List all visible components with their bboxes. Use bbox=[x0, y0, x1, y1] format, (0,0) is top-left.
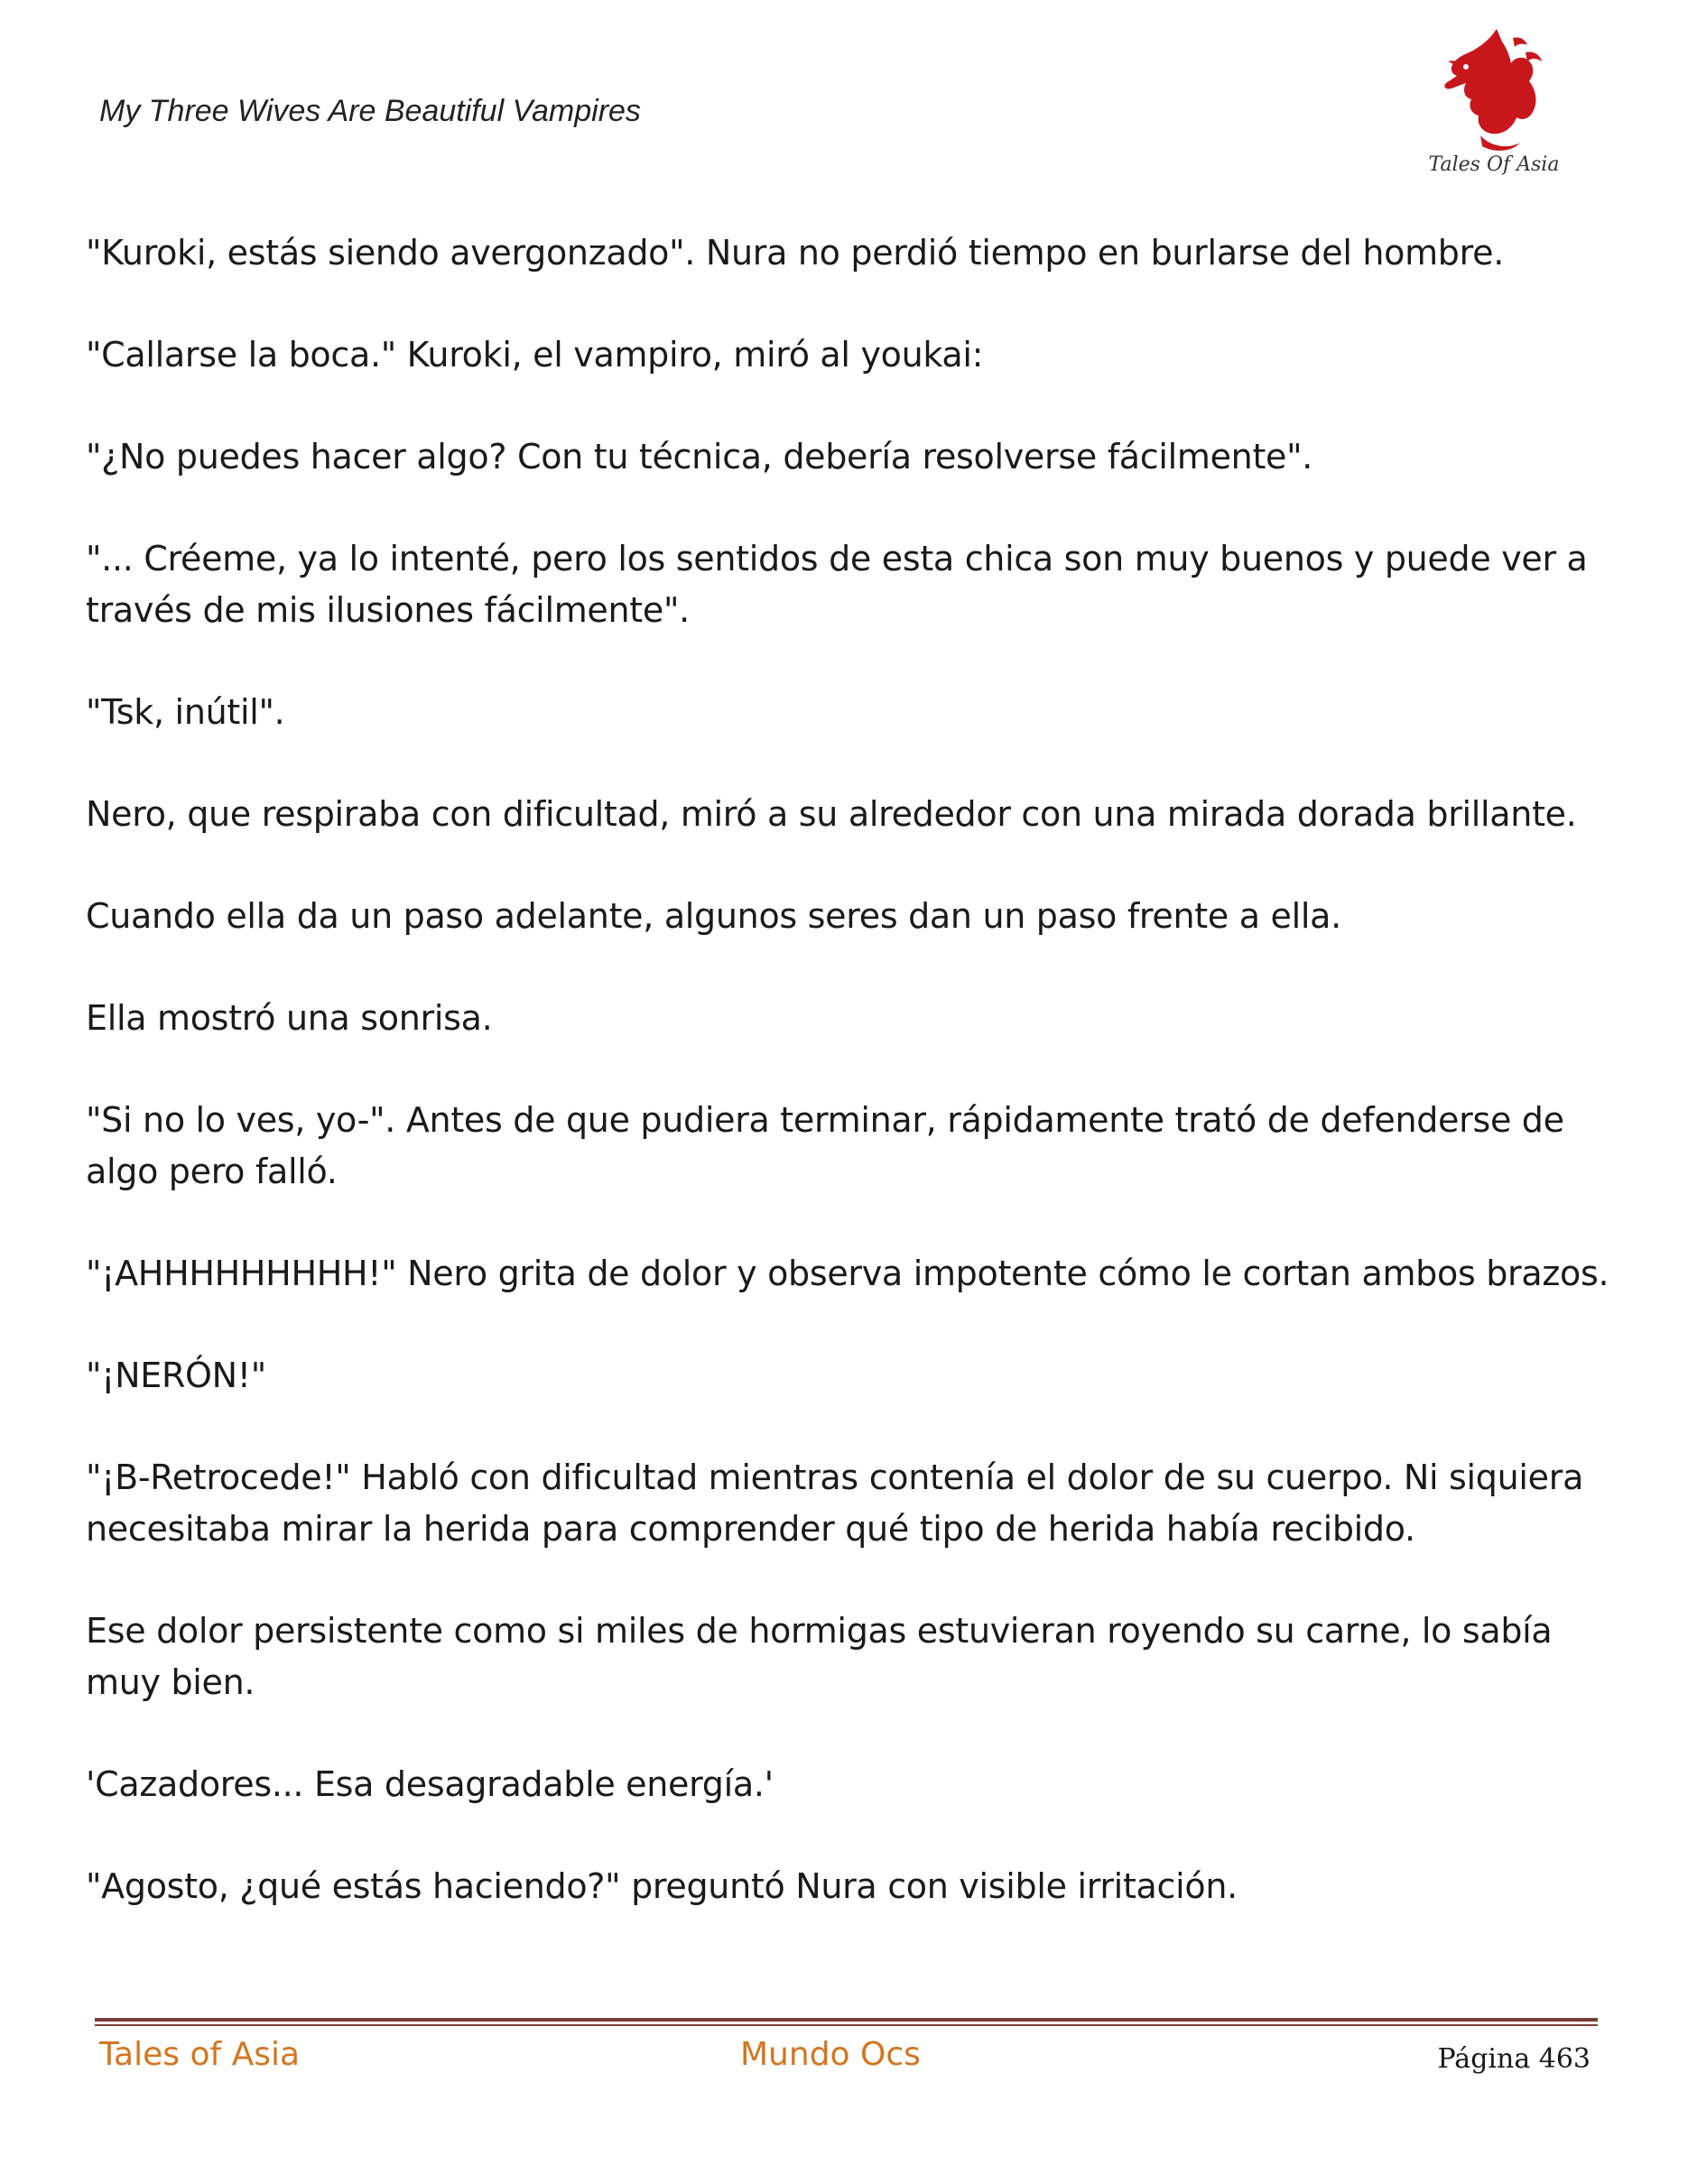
book-title: My Three Wives Are Beautiful Vampires bbox=[99, 94, 641, 128]
paragraph: "¡AHHHHHHHHH!" Nero grita de dolor y observa impotente cómo le cortan ambos brazos. bbox=[86, 1254, 1609, 1293]
paragraph: "... Créeme, ya lo intenté, pero los sentidos de esta chica son muy buenos y puede ver a través de mis ilusiones fácilmente". bbox=[86, 539, 1588, 630]
paragraph: "¡NERÓN!" bbox=[86, 1356, 266, 1395]
paragraph: Cuando ella da un paso adelante, algunos seres dan un paso frente a ella. bbox=[86, 896, 1341, 936]
footer-divider-thin bbox=[95, 2024, 1598, 2026]
paragraph: "Callarse la boca." Kuroki, el vampiro, miró al youkai: bbox=[86, 335, 984, 375]
paragraph: Ese dolor persistente como si miles de hormigas estuvieran royendo su carne, lo sabía muy bien. bbox=[86, 1611, 1553, 1702]
paragraph: "¡B-Retrocede!" Habló con dificultad mientras contenía el dolor de su cuerpo. Ni siquiera necesitaba mirar la herida para comprender qué tipo de herida había recibido. bbox=[86, 1458, 1584, 1549]
paragraph: "Kuroki, estás siendo avergonzado". Nura no perdió tiempo en burlarse del hombre. bbox=[86, 233, 1504, 273]
chapter-body bbox=[86, 227, 1620, 1963]
red-dragon-icon bbox=[1426, 20, 1562, 155]
footer-divider bbox=[95, 2018, 1598, 2022]
footer-section-name: Mundo Ocs bbox=[740, 2036, 921, 2073]
paragraph: "Tsk, inútil". bbox=[86, 692, 285, 732]
paragraph: "Agosto, ¿qué estás haciendo?" preguntó Nura con visible irritación. bbox=[86, 1866, 1238, 1906]
page-number: Página 463 bbox=[1437, 2043, 1591, 2075]
logo-text: Tales Of Asia bbox=[1428, 153, 1560, 176]
paragraph: Ella mostró una sonrisa. bbox=[86, 998, 493, 1038]
paragraph: "Si no lo ves, yo-". Antes de que pudiera terminar, rápidamente trató de defenderse de algo pero falló. bbox=[86, 1100, 1564, 1191]
tales-of-asia-logo bbox=[1426, 20, 1562, 182]
paragraph: 'Cazadores... Esa desagradable energía.' bbox=[86, 1764, 774, 1804]
footer-site-name: Tales of Asia bbox=[99, 2036, 301, 2073]
paragraph: "¿No puedes hacer algo? Con tu técnica, debería resolverse fácilmente". bbox=[86, 437, 1313, 477]
paragraph: Nero, que respiraba con dificultad, miró a su alrededor con una mirada dorada brillante. bbox=[86, 794, 1577, 834]
